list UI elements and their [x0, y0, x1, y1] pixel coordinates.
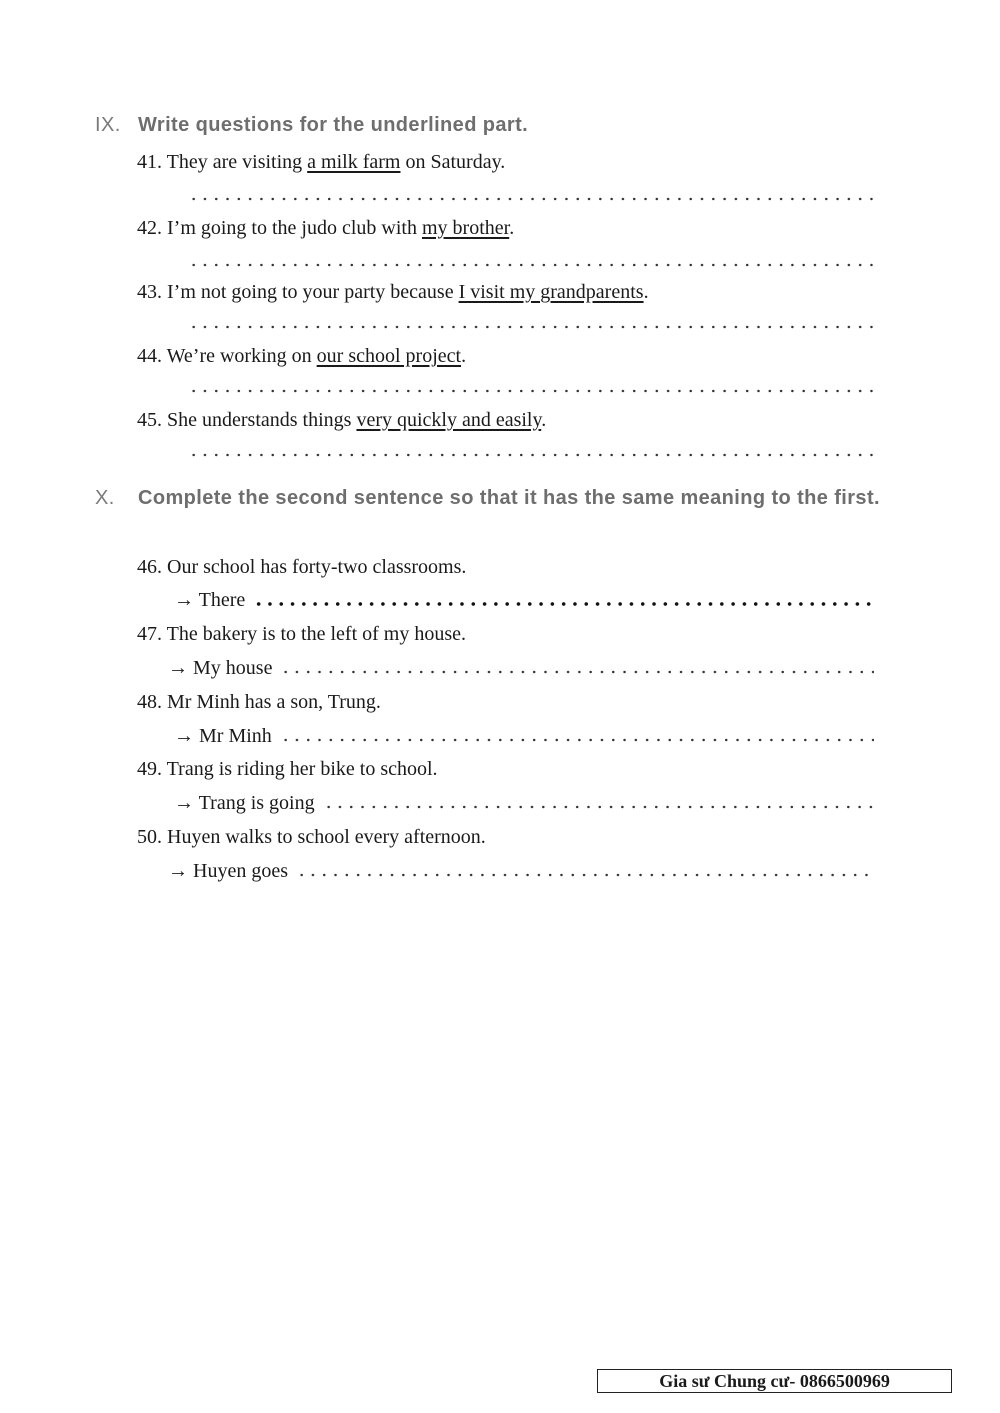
answer-line[interactable]	[280, 736, 874, 744]
answer-line-41[interactable]	[188, 195, 874, 203]
underlined-part: very quickly and easily	[356, 409, 542, 431]
question-49: 49. Trang is riding her bike to school.	[137, 758, 438, 780]
question-44: 44. We’re working on our school project.	[137, 345, 467, 367]
answer-47[interactable]	[168, 657, 874, 680]
answer-line[interactable]	[280, 668, 874, 676]
question-48: 48. Mr Minh has a son, Trung.	[137, 691, 381, 713]
question-42: 42. I’m going to the judo club with my brother.	[137, 217, 515, 239]
footer-box	[597, 1369, 952, 1393]
question-46: 46. Our school has forty-two classrooms.	[137, 556, 467, 578]
question-45: 45. She understands things very quickly and easily.	[137, 409, 547, 431]
answer-line-44[interactable]	[188, 387, 874, 395]
answer-line-43[interactable]	[188, 323, 874, 331]
underlined-part: a milk farm	[307, 151, 401, 173]
underlined-part: my brother	[421, 217, 510, 239]
answer-48[interactable]	[174, 725, 874, 748]
answer-prompt: → There	[174, 589, 246, 611]
underlined-part: I visit my grandparents	[458, 281, 644, 303]
question-47: 47. The bakery is to the left of my house.	[137, 623, 467, 645]
answer-prompt: → Mr Minh	[174, 725, 272, 747]
question-41: 41. They are visiting a milk farm on Saturday.	[137, 151, 506, 173]
answer-prompt: → Trang is going	[174, 792, 315, 814]
answer-50[interactable]	[168, 860, 874, 883]
answer-line[interactable]	[296, 871, 874, 879]
section-10-heading	[95, 482, 908, 515]
underlined-part: our school project	[316, 345, 462, 367]
footer-text: Gia sư Chung cư- 0866500969	[659, 1371, 890, 1391]
answer-prompt: → My house	[168, 657, 273, 679]
section-9-heading	[95, 114, 528, 137]
answer-line-42[interactable]	[188, 261, 874, 269]
answer-49[interactable]	[174, 792, 874, 815]
section-number: IX.	[95, 114, 121, 136]
question-50: 50. Huyen walks to school every afternoon.	[137, 826, 486, 848]
question-43: 43. I’m not going to your party because I visit my grandparents.	[137, 281, 649, 303]
answer-46[interactable]	[174, 589, 874, 612]
section-title: Complete the second sentence so that it has the same meaning to the first.	[138, 487, 880, 509]
answer-prompt: → Huyen goes	[168, 860, 288, 882]
section-title: Write questions for the underlined part.	[138, 114, 529, 136]
answer-line[interactable]	[323, 803, 874, 811]
answer-line[interactable]	[253, 600, 874, 608]
answer-line-45[interactable]	[188, 451, 874, 459]
section-number: X.	[95, 487, 115, 509]
